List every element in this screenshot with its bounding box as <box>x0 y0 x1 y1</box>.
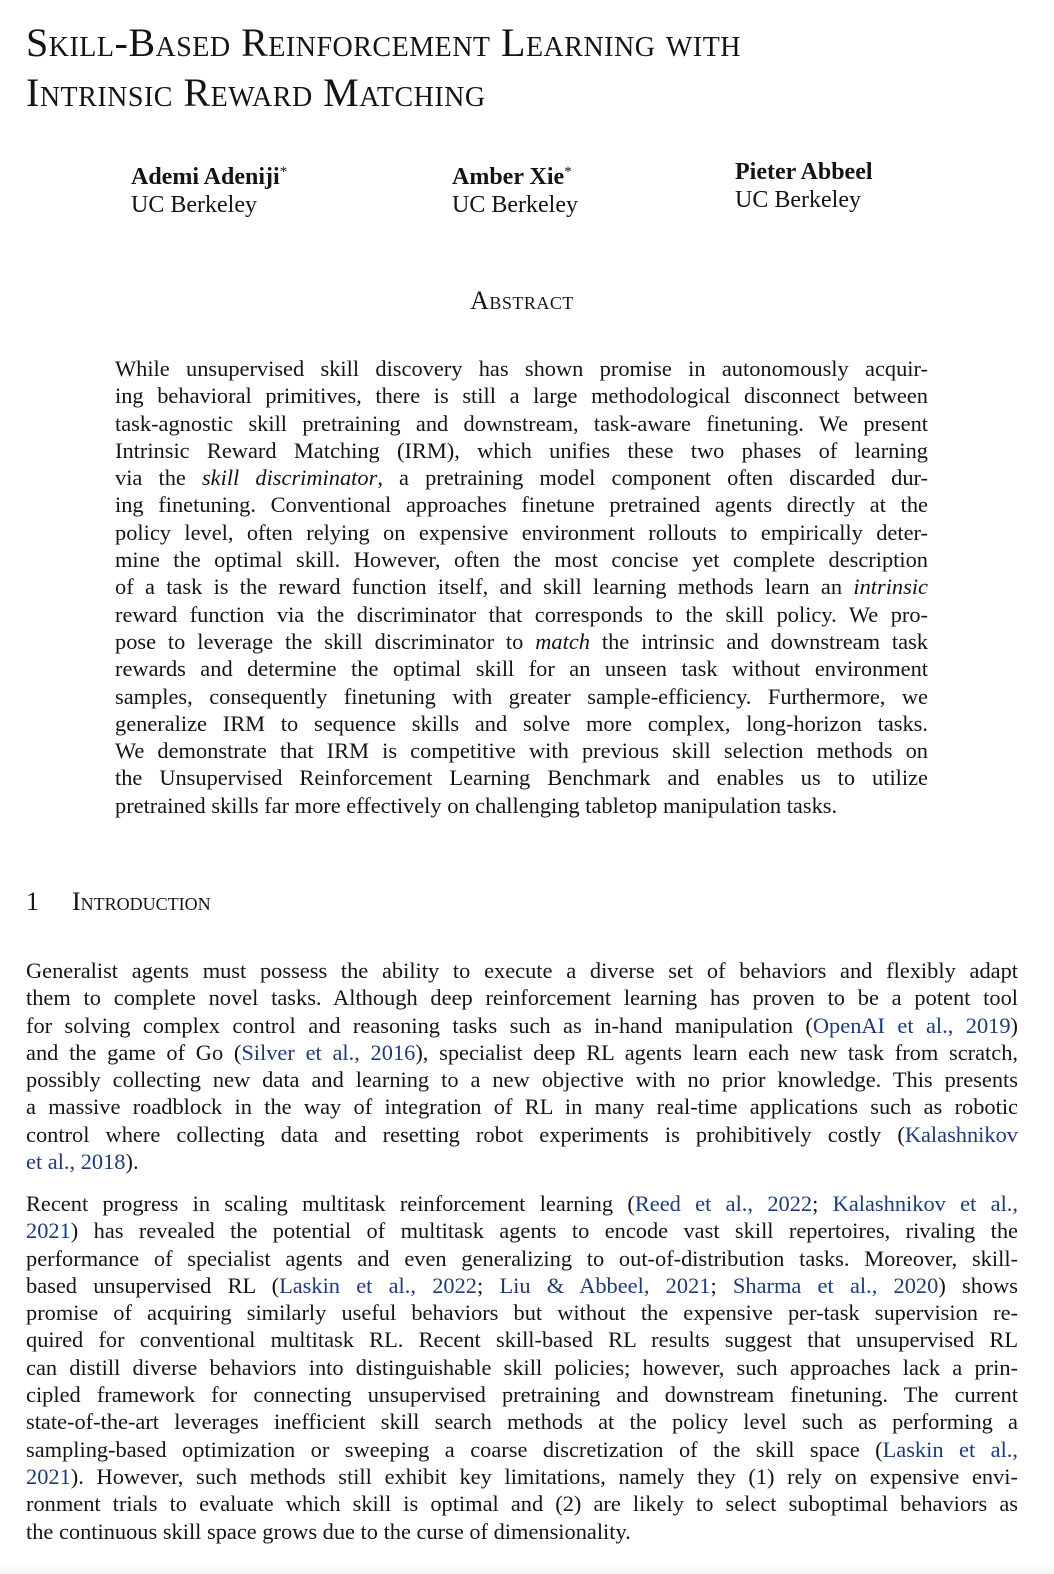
citation-link[interactable]: Kalashnikov <box>904 1121 1018 1147</box>
paper-title <box>26 18 741 118</box>
author-3 <box>735 158 873 214</box>
text-line: ing behavioral primitives, there is still a large methodological disconnect between <box>115 383 928 409</box>
text-line: of a task is the reward function itself, and skill learning methods learn an intrinsic <box>115 574 928 600</box>
text-line: cipled framework for connecting unsupervised pretraining and downstream finetuning. The current <box>26 1382 1018 1408</box>
citation-link[interactable]: Silver et al., 2016 <box>241 1039 416 1065</box>
intro-paragraph-1 <box>26 957 1018 1175</box>
text-line: and the game of Go (Silver et al., 2016), specialist deep RL agents learn each new task from scratch, <box>26 1039 1018 1065</box>
text-line: reward function via the discriminator that corresponds to the skill policy. We pro- <box>115 601 928 627</box>
citation-link[interactable]: Liu & Abbeel, 2021 <box>499 1272 711 1298</box>
author-block <box>0 158 1054 218</box>
text-line: We demonstrate that IRM is competitive with previous skill selection methods on <box>115 738 928 764</box>
author-affiliation: UC Berkeley <box>452 192 578 218</box>
equal-contribution-mark: * <box>564 164 572 180</box>
text-line: the continuous skill space grows due to the curse of dimensionality. <box>26 1518 631 1544</box>
emphasized-term: match <box>535 628 590 654</box>
text-line: et al., 2018). <box>26 1149 139 1175</box>
citation-link[interactable]: 2021 <box>26 1218 71 1244</box>
text-line: via the skill discriminator, a pretraining model component often discarded dur- <box>115 465 929 491</box>
text-line: 2021) has revealed the potential of multitask agents to encode vast skill repertoires, rivaling the <box>26 1218 1018 1244</box>
author-1 <box>131 158 287 219</box>
text-line: policy level, often relying on expensive environment rollouts to empirically deter- <box>115 519 928 545</box>
text-line: ing finetuning. Conventional approaches finetune pretrained agents directly at the <box>115 492 928 518</box>
citation-link[interactable]: Sharma et al., 2020 <box>732 1272 939 1298</box>
section-title: Introduction <box>72 887 211 916</box>
text-line: performance of specialist agents and even generalizing to out-of-distribution tasks. Moreover, skill- <box>26 1245 1018 1271</box>
text-line: possibly collecting new data and learning to a new objective with no prior knowledge. This presents <box>26 1067 1018 1093</box>
text-line: samples, consequently finetuning with greater sample-efficiency. Furthermore, we <box>115 683 928 709</box>
text-line: 2021). However, such methods still exhibit key limitations, namely they (1) rely on expensive envi- <box>26 1463 1018 1489</box>
section-number: 1 <box>26 887 39 916</box>
citation-link[interactable]: 2021 <box>26 1463 71 1489</box>
page-bottom-edge <box>0 1564 1054 1574</box>
text-line: the Unsupervised Reinforcement Learning Benchmark and enables us to utilize <box>115 765 928 791</box>
text-line: generalize IRM to sequence skills and solve more complex, long-horizon tasks. <box>115 710 928 736</box>
text-line: mine the optimal skill. However, often the most concise yet complete description <box>115 547 928 573</box>
text-line: pretrained skills far more effectively on challenging tabletop manipulation tasks. <box>115 792 838 818</box>
author-affiliation: UC Berkeley <box>131 192 257 218</box>
text-line: Intrinsic Reward Matching (IRM), which unifies these two phases of learning <box>115 437 928 463</box>
text-line: sampling-based optimization or sweeping a coarse discretization of the skill space (Laskin et al., <box>26 1436 1018 1462</box>
text-line: While unsupervised skill discovery has shown promise in autonomously acquir- <box>115 356 928 381</box>
citation-link[interactable]: Laskin et al., <box>882 1436 1018 1462</box>
text-line: for solving complex control and reasoning tasks such as in-hand manipulation (OpenAI et al., 2019) <box>26 1012 1018 1038</box>
text-line: quired for conventional multitask RL. Recent skill-based RL results suggest that unsupervised RL <box>26 1327 1018 1353</box>
section-heading-introduction <box>26 887 211 917</box>
citation-link[interactable]: Laskin et al., 2022 <box>279 1272 477 1298</box>
citation-link[interactable]: et al., 2018 <box>26 1149 126 1175</box>
emphasized-term: skill discriminator <box>201 465 378 491</box>
text-line: task-agnostic skill pretraining and downstream, task-aware finetuning. We present <box>115 410 928 436</box>
equal-contribution-mark: * <box>279 164 288 180</box>
text-line: ronment trials to evaluate which skill is optimal and (2) are likely to select suboptimal behaviors as <box>26 1491 1018 1517</box>
author-2 <box>452 158 578 219</box>
text-line: rewards and determine the optimal skill for an unseen task without environment <box>115 656 928 682</box>
text-line: based unsupervised RL (Laskin et al., 2022; Liu & Abbeel, 2021; Sharma et al., 2020) shows <box>26 1272 1018 1298</box>
author-name: Pieter Abbeel <box>735 159 873 185</box>
abstract-heading: Abstract <box>470 286 574 315</box>
text-line: them to complete novel tasks. Although deep reinforcement learning has proven to be a potent tool <box>26 985 1018 1011</box>
citation-link[interactable]: Reed et al., 2022 <box>634 1191 813 1216</box>
text-line: Generalist agents must possess the ability to execute a diverse set of behaviors and flexibly adapt <box>26 958 1018 983</box>
citation-link[interactable]: Kalashnikov et al., <box>832 1191 1018 1216</box>
text-line: Recent progress in scaling multitask reinforcement learning (Reed et al., 2022; Kalashnikov et al., <box>26 1191 1018 1216</box>
text-line: a massive roadblock in the way of integration of RL in many real-time applications such as robotic <box>26 1094 1018 1120</box>
author-name: Amber Xie <box>452 164 565 190</box>
text-line: state-of-the-art leverages inefficient skill search methods at the policy level such as performing a <box>26 1409 1018 1435</box>
emphasized-term: intrinsic <box>853 574 928 600</box>
text-line: promise of acquiring similarly useful behaviors but without the expensive per-task supervision re- <box>26 1300 1018 1326</box>
text-line: can distill diverse behaviors into distinguishable skill policies; however, such approaches lack a prin- <box>26 1354 1018 1380</box>
abstract-body <box>115 355 928 819</box>
citation-link[interactable]: OpenAI et al., 2019 <box>812 1012 1011 1038</box>
text-line: control where collecting data and resetting robot experiments is prohibitively costly (Kalashnikov <box>26 1121 1018 1147</box>
title-line-1: Skill-Based Reinforcement Learning with <box>26 20 742 65</box>
text-line: pose to leverage the skill discriminator to match the intrinsic and downstream task <box>115 628 928 654</box>
intro-paragraph-2 <box>26 1190 1018 1545</box>
author-affiliation: UC Berkeley <box>735 187 861 213</box>
title-line-2: Intrinsic Reward Matching <box>26 70 486 115</box>
author-name: Ademi Adeniji <box>131 164 280 190</box>
